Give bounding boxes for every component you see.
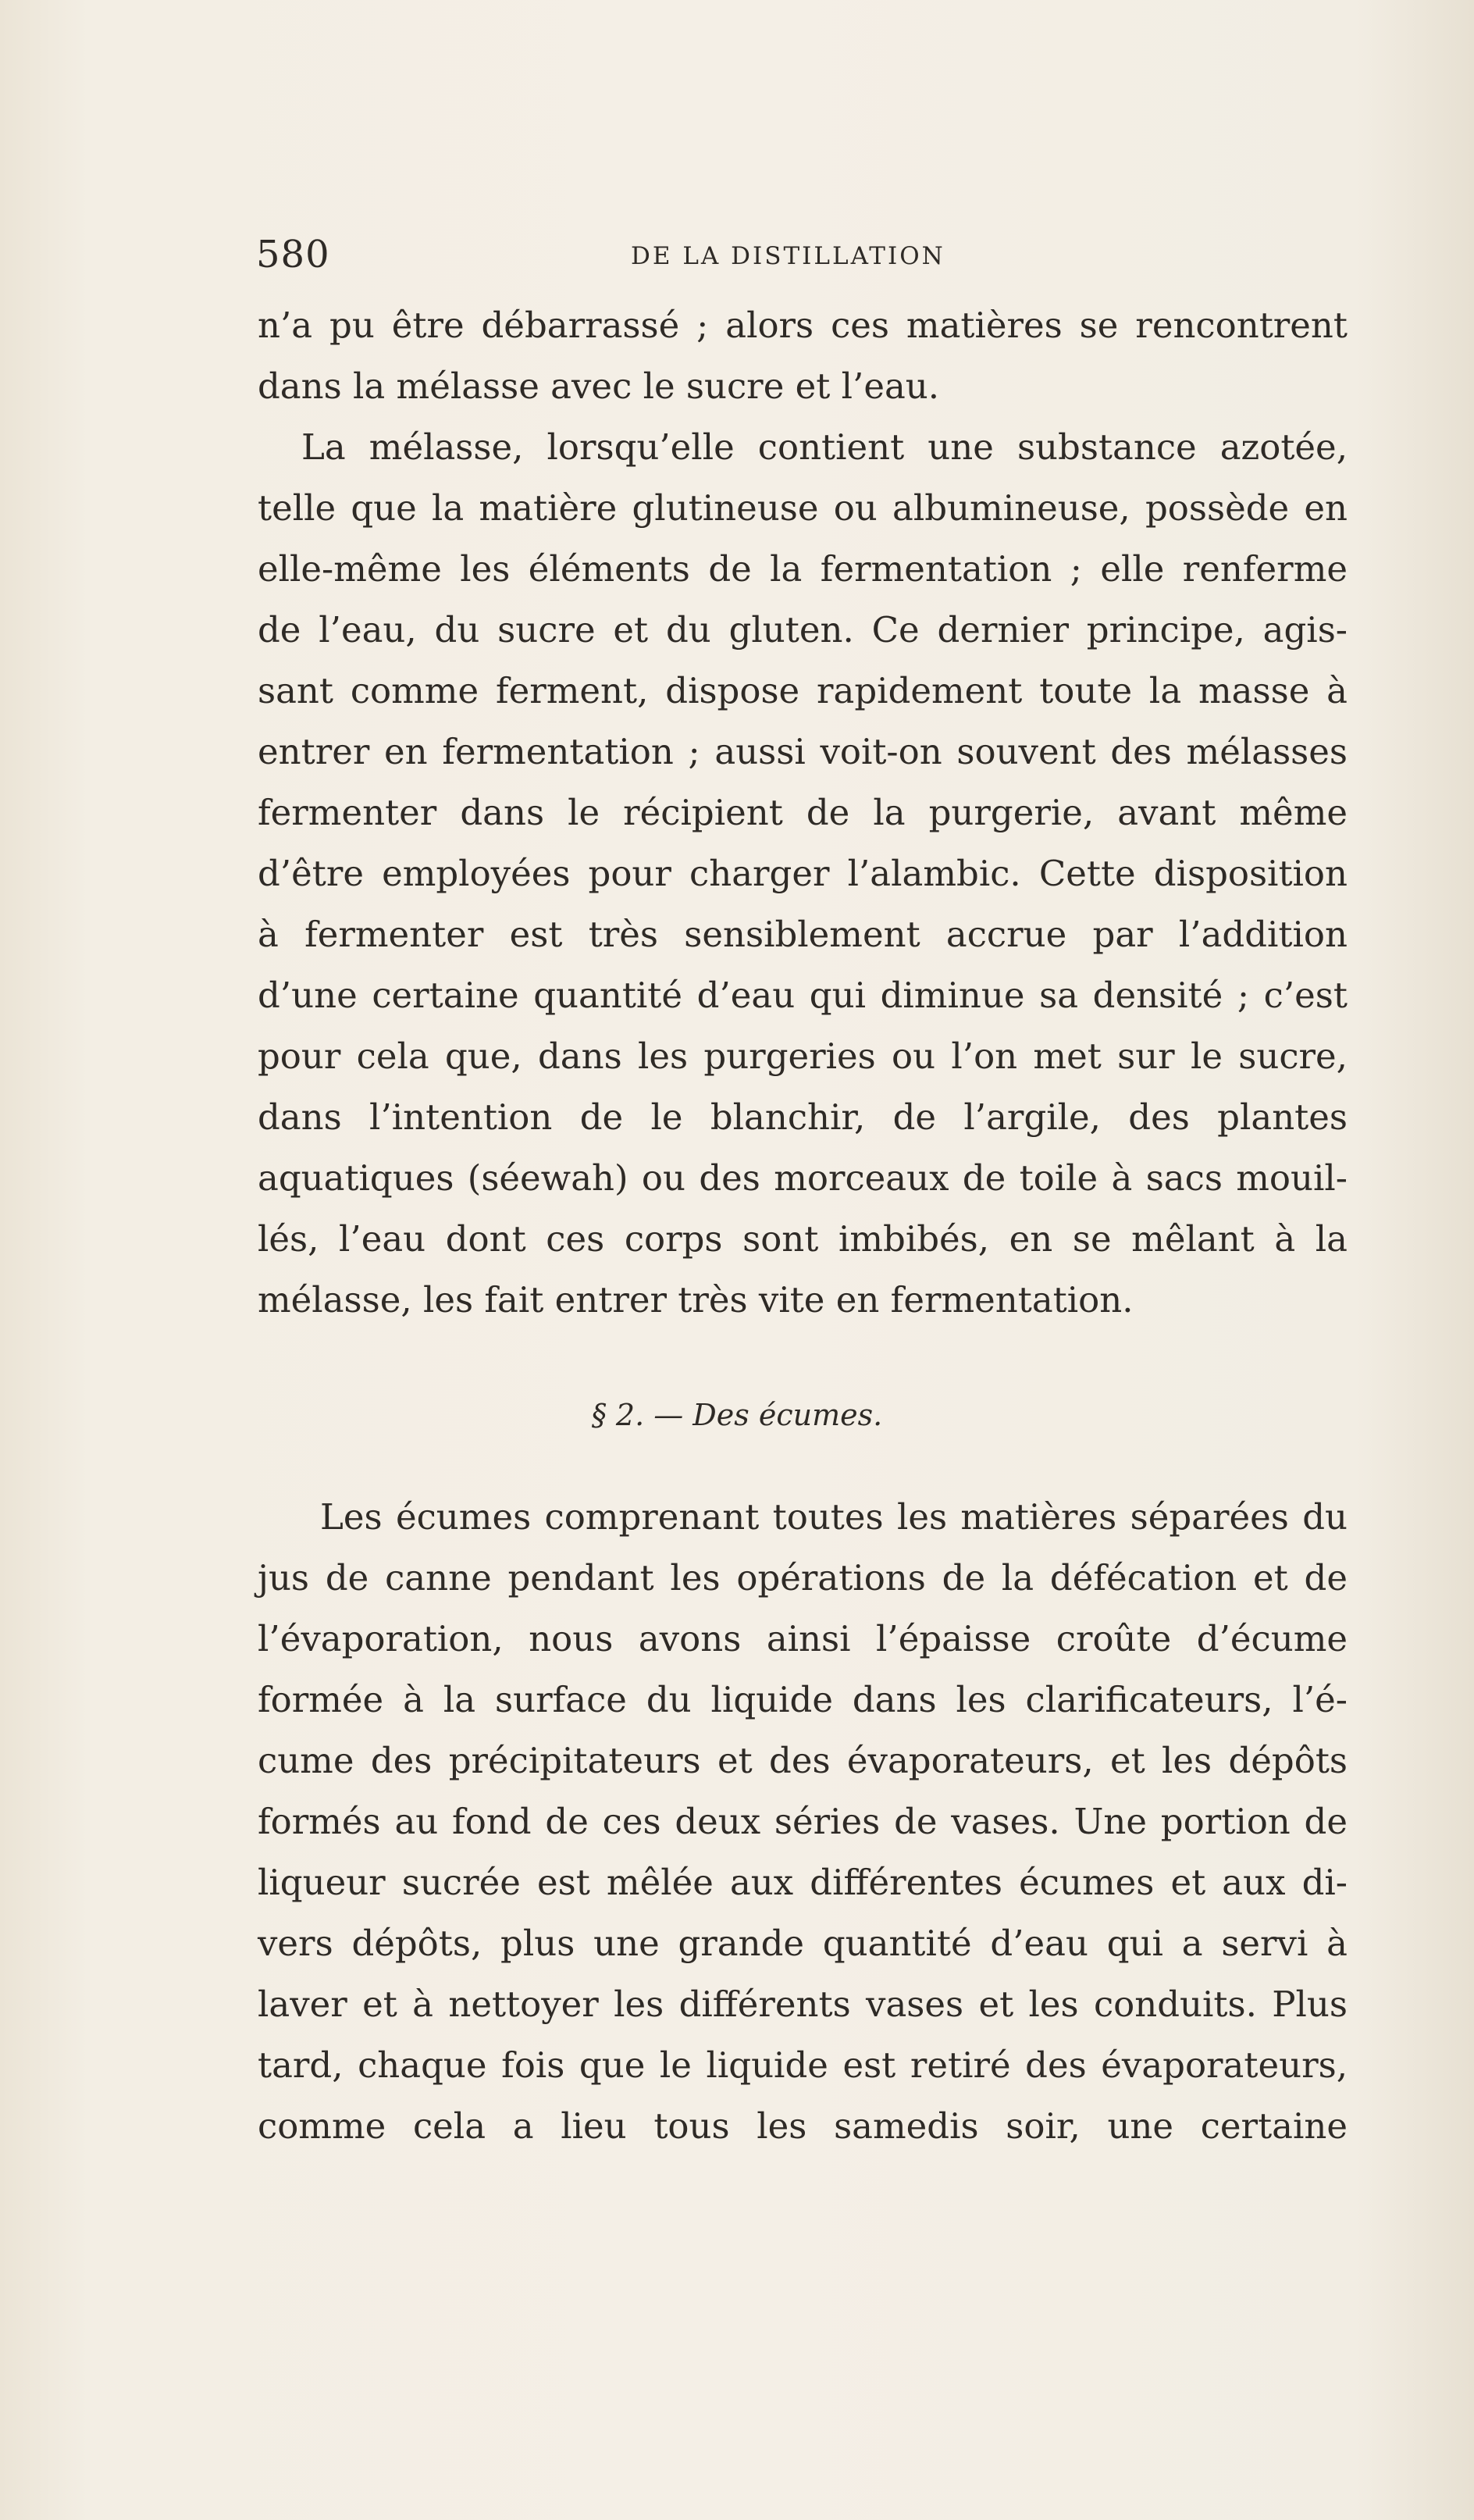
text-line: dans la mélasse avec le sucre et l’eau. — [258, 365, 940, 407]
text-line: fermenter dans le récipient de la purgerie, avant même — [258, 792, 1348, 833]
text-line: Les écumes comprenant toutes les matières séparées du — [320, 1496, 1348, 1538]
text-line: à fermenter est très sensiblement accrue par l’addition — [258, 914, 1348, 955]
running-title: DE LA DISTILLATION — [631, 242, 945, 270]
text-line: elle-même les éléments de la fermentation ; elle renferme — [258, 548, 1348, 590]
text-line: formée à la surface du liquide dans les clarificateurs, l’é- — [258, 1679, 1348, 1720]
text-line: pour cela que, dans les purgeries ou l’on met sur le sucre, — [258, 1035, 1348, 1077]
text-line: cume des précipitateurs et des évaporateurs, et les dépôts — [258, 1740, 1348, 1781]
page-header — [256, 231, 1346, 278]
text-line: l’évaporation, nous avons ainsi l’épaisse croûte d’écume — [258, 1618, 1348, 1659]
text-line: dans l’intention de le blanchir, de l’argile, des plantes — [258, 1096, 1348, 1138]
body-text-top — [258, 295, 1348, 1331]
text-line: lés, l’eau dont ces corps sont imbibés, en se mêlant à la — [258, 1218, 1348, 1260]
text-line: formés au fond de ces deux séries de vases. Une portion de — [258, 1801, 1348, 1842]
text-line: tard, chaque fois que le liquide est retiré des évaporateurs, — [258, 2044, 1348, 2086]
text-line: liqueur sucrée est mêlée aux différentes écumes et aux di- — [258, 1862, 1348, 1903]
text-line: aquatiques (séewah) ou des morceaux de toile à sacs mouil- — [258, 1157, 1348, 1199]
text-line: La mélasse, lorsqu’elle contient une substance azotée, — [301, 426, 1348, 468]
text-line: sant comme ferment, dispose rapidement toute la masse à — [258, 670, 1348, 711]
text-line: comme cela a lieu tous les samedis soir, une certaine — [258, 2105, 1348, 2147]
text-line: laver et à nettoyer les différents vases et les conduits. Plus — [258, 1984, 1348, 2025]
text-line: de l’eau, du sucre et du gluten. Ce dernier principe, agis- — [258, 609, 1348, 650]
text-line: vers dépôts, plus une grande quantité d’eau qui a servi à — [258, 1923, 1348, 1964]
text-line: telle que la matière glutineuse ou albumineuse, possède en — [258, 487, 1348, 529]
text-line: n’a pu être débarrassé ; alors ces matières se rencontrent — [258, 305, 1348, 346]
page-number: 580 — [256, 233, 330, 276]
text-line: entrer en fermentation ; aussi voit-on souvent des mélasses — [258, 731, 1348, 772]
body-text-bottom — [258, 1487, 1348, 2157]
text-line: d’une certaine quantité d’eau qui diminue sa densité ; c’est — [258, 975, 1348, 1016]
text-line: jus de canne pendant les opérations de la défécation et de — [258, 1557, 1348, 1599]
section-heading: § 2. — Des écumes. — [591, 1398, 883, 1432]
text-line: d’être employées pour charger l’alambic. Cette disposition — [258, 853, 1348, 894]
text-line: mélasse, les fait entrer très vite en fermentation. — [258, 1279, 1134, 1321]
